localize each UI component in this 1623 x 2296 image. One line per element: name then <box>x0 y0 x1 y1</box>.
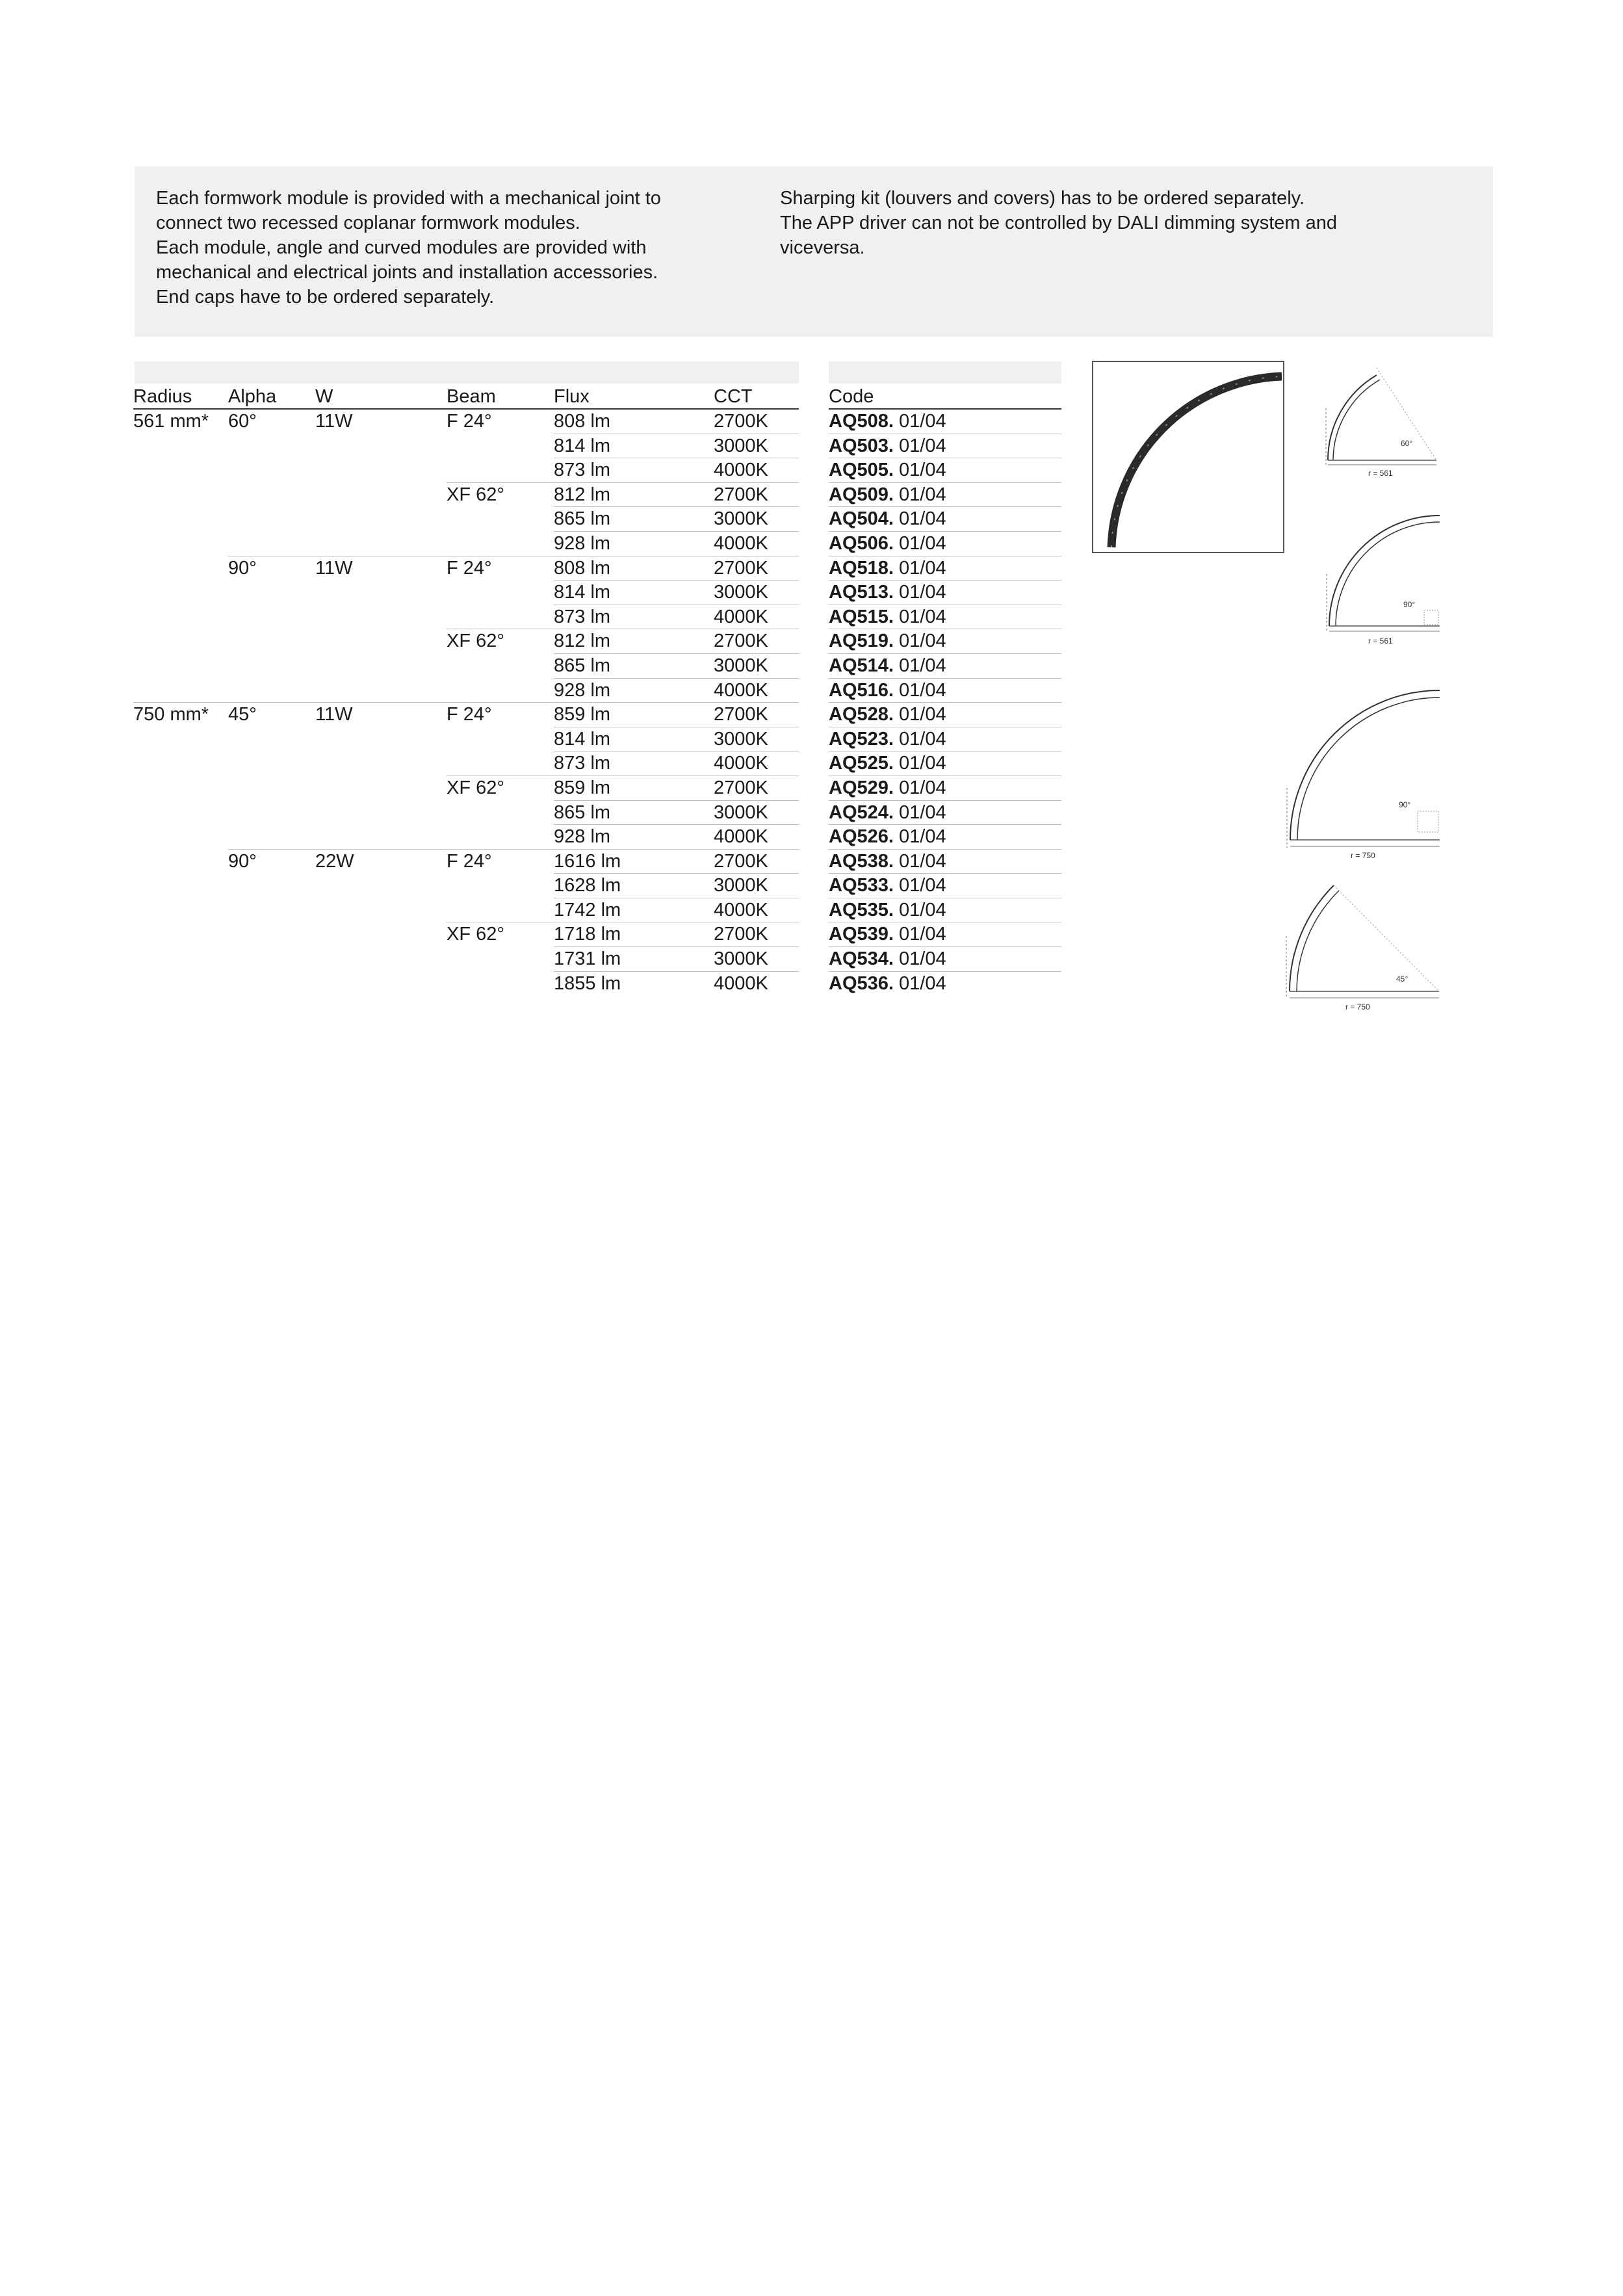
table-row <box>133 874 799 898</box>
cell-flux: 865 lm <box>554 802 611 823</box>
cell-cct: 3000K <box>714 875 768 896</box>
header-cct: CCT <box>714 386 753 407</box>
code-suffix: 01/04 <box>899 655 946 676</box>
code-suffix: 01/04 <box>899 924 946 945</box>
cell-cct: 3000K <box>714 802 768 823</box>
table-row <box>133 434 799 459</box>
code-row <box>829 776 1061 801</box>
code-suffix: 01/04 <box>899 508 946 530</box>
cell-cct: 2700K <box>714 777 768 798</box>
product-code <box>829 850 946 873</box>
cell-cct: 3000K <box>714 655 768 676</box>
table-row <box>133 629 799 654</box>
cell-flux: 814 lm <box>554 728 611 750</box>
spec-table-body <box>133 410 799 996</box>
product-code <box>829 972 946 995</box>
code-suffix: 01/04 <box>899 557 946 579</box>
cell-flux: 808 lm <box>554 411 611 432</box>
code-suffix: 01/04 <box>899 631 946 652</box>
cell-radius: 750 mm* <box>133 704 209 725</box>
cell-cct: 4000K <box>714 972 768 994</box>
product-photo <box>1092 361 1284 553</box>
code-id: AQ509. <box>829 484 894 505</box>
cell-cct: 2700K <box>714 484 768 505</box>
product-code <box>829 458 946 482</box>
cell-alpha: 60° <box>228 411 257 432</box>
product-code <box>829 898 946 922</box>
code-id: AQ506. <box>829 532 894 554</box>
code-table <box>829 384 1061 996</box>
table-row <box>133 776 799 801</box>
cell-beam: XF 62° <box>447 777 504 798</box>
note-line: viceversa. <box>780 237 865 258</box>
code-suffix: 01/04 <box>899 606 946 627</box>
product-code <box>829 776 946 800</box>
code-id: AQ514. <box>829 655 894 676</box>
code-row <box>829 629 1061 654</box>
diagram-radius-label: r = 561 <box>1368 636 1393 646</box>
code-suffix: 01/04 <box>899 948 946 970</box>
table-row <box>133 458 799 483</box>
code-id: AQ519. <box>829 631 894 652</box>
note-line: End caps have to be ordered separately. <box>156 287 495 307</box>
product-code <box>829 874 946 897</box>
notes-right <box>780 186 1430 260</box>
code-row <box>829 922 1061 947</box>
cell-cct: 4000K <box>714 532 768 554</box>
code-suffix: 01/04 <box>899 875 946 896</box>
cell-flux: 1742 lm <box>554 899 621 920</box>
cell-alpha: 90° <box>228 557 257 579</box>
cell-alpha: 90° <box>228 850 257 872</box>
note-line: The APP driver can not be controlled by DALI dimming system and <box>780 213 1338 233</box>
header-radius: Radius <box>133 386 192 407</box>
code-table-header-strip <box>829 361 1061 384</box>
diagram-radius-label: r = 750 <box>1351 851 1375 860</box>
cell-w: 11W <box>315 704 353 725</box>
note-line: Each module, angle and curved modules are provided with <box>156 237 647 258</box>
code-id: AQ526. <box>829 826 894 848</box>
cell-cct: 2700K <box>714 924 768 945</box>
cell-flux: 812 lm <box>554 631 611 652</box>
table-row <box>133 898 799 923</box>
code-id: AQ528. <box>829 704 894 725</box>
code-row <box>829 751 1061 776</box>
cell-cct: 2700K <box>714 557 768 579</box>
cell-flux: 928 lm <box>554 826 611 848</box>
cell-flux: 873 lm <box>554 606 611 627</box>
cell-flux: 859 lm <box>554 704 611 725</box>
table-row <box>133 825 799 850</box>
cell-flux: 859 lm <box>554 777 611 798</box>
cell-cct: 3000K <box>714 508 768 530</box>
info-box <box>135 166 1493 337</box>
product-code <box>829 581 946 604</box>
cell-radius: 561 mm* <box>133 411 209 432</box>
header-w: W <box>315 386 333 407</box>
cell-flux: 1718 lm <box>554 924 621 945</box>
code-row <box>829 727 1061 752</box>
code-suffix: 01/04 <box>899 460 946 481</box>
product-code <box>829 947 946 971</box>
code-suffix: 01/04 <box>899 532 946 554</box>
spec-table <box>133 384 799 996</box>
note-line: Sharping kit (louvers and covers) has to be ordered separately. <box>780 188 1305 209</box>
code-row <box>829 825 1061 850</box>
table-row <box>133 654 799 679</box>
cell-beam: XF 62° <box>447 924 504 945</box>
header-flux: Flux <box>554 386 590 407</box>
cell-flux: 873 lm <box>554 753 611 774</box>
code-row <box>829 801 1061 826</box>
code-suffix: 01/04 <box>899 850 946 872</box>
code-id: AQ529. <box>829 777 894 798</box>
product-code <box>829 410 946 433</box>
product-code <box>829 483 946 506</box>
cell-flux: 865 lm <box>554 508 611 530</box>
spec-table-header <box>133 384 799 410</box>
cell-beam: F 24° <box>447 850 492 872</box>
code-row <box>829 581 1061 605</box>
code-row <box>829 410 1061 434</box>
diagram-radius-label: r = 750 <box>1345 1002 1370 1011</box>
note-line: Each formwork module is provided with a mechanical joint to <box>156 188 661 209</box>
product-code <box>829 703 946 726</box>
code-id: AQ536. <box>829 972 894 994</box>
cell-flux: 928 lm <box>554 532 611 554</box>
cell-flux: 812 lm <box>554 484 611 505</box>
diagram-90-r561 <box>1323 512 1440 652</box>
cell-flux: 1616 lm <box>554 850 621 872</box>
code-row <box>829 679 1061 703</box>
product-code <box>829 532 946 555</box>
cell-flux: 814 lm <box>554 435 611 456</box>
product-code <box>829 629 946 653</box>
table-row <box>133 751 799 776</box>
product-code <box>829 825 946 848</box>
cell-flux: 808 lm <box>554 557 611 579</box>
cell-flux: 1628 lm <box>554 875 621 896</box>
code-row <box>829 483 1061 508</box>
cell-w: 11W <box>315 557 353 579</box>
cell-flux: 865 lm <box>554 655 611 676</box>
code-id: AQ515. <box>829 606 894 627</box>
code-suffix: 01/04 <box>899 435 946 456</box>
code-row <box>829 434 1061 459</box>
code-id: AQ505. <box>829 460 894 481</box>
code-table-body <box>829 410 1061 996</box>
curved-module-image <box>1093 362 1283 552</box>
table-row <box>133 532 799 556</box>
cell-flux: 814 lm <box>554 582 611 603</box>
header-alpha: Alpha <box>228 386 277 407</box>
table-row <box>133 801 799 826</box>
code-suffix: 01/04 <box>899 802 946 823</box>
table-row <box>133 703 799 727</box>
code-suffix: 01/04 <box>899 484 946 505</box>
product-code <box>829 679 946 702</box>
table-row <box>133 605 799 630</box>
code-suffix: 01/04 <box>899 826 946 848</box>
table-row <box>133 483 799 508</box>
table-row <box>133 581 799 605</box>
product-code <box>829 922 946 946</box>
cell-cct: 2700K <box>714 411 768 432</box>
code-id: AQ523. <box>829 728 894 750</box>
product-code <box>829 507 946 530</box>
table-row <box>133 679 799 703</box>
code-id: AQ524. <box>829 802 894 823</box>
cell-beam: F 24° <box>447 411 492 432</box>
product-code <box>829 751 946 775</box>
table-row <box>133 947 799 972</box>
code-suffix: 01/04 <box>899 582 946 603</box>
note-line: mechanical and electrical joints and installation accessories. <box>156 262 658 283</box>
cell-cct: 4000K <box>714 460 768 481</box>
product-code <box>829 556 946 580</box>
code-id: AQ525. <box>829 753 894 774</box>
cell-cct: 3000K <box>714 948 768 970</box>
cell-alpha: 45° <box>228 704 257 725</box>
product-code <box>829 605 946 629</box>
header-beam: Beam <box>447 386 496 407</box>
header-code: Code <box>829 386 874 407</box>
table-row <box>133 410 799 434</box>
cell-cct: 4000K <box>714 826 768 848</box>
diagram-radius-label: r = 561 <box>1368 469 1393 478</box>
cell-cct: 4000K <box>714 679 768 701</box>
product-code <box>829 434 946 458</box>
code-row <box>829 532 1061 556</box>
cell-cct: 3000K <box>714 435 768 456</box>
code-id: AQ518. <box>829 557 894 579</box>
cell-beam: F 24° <box>447 704 492 725</box>
diagram-60-r561 <box>1323 356 1440 486</box>
cell-flux: 1731 lm <box>554 948 621 970</box>
product-code <box>829 727 946 751</box>
code-row <box>829 972 1061 997</box>
table-row <box>133 922 799 947</box>
code-id: AQ534. <box>829 948 894 970</box>
table-row <box>133 727 799 752</box>
code-suffix: 01/04 <box>899 753 946 774</box>
code-id: AQ535. <box>829 899 894 920</box>
code-suffix: 01/04 <box>899 704 946 725</box>
code-row <box>829 703 1061 727</box>
cell-flux: 873 lm <box>554 460 611 481</box>
cell-cct: 4000K <box>714 606 768 627</box>
cell-cct: 4000K <box>714 899 768 920</box>
code-row <box>829 556 1061 581</box>
code-id: AQ503. <box>829 435 894 456</box>
notes-left <box>156 186 741 309</box>
cell-cct: 3000K <box>714 728 768 750</box>
cell-w: 11W <box>315 411 353 432</box>
cell-flux: 928 lm <box>554 679 611 701</box>
code-id: AQ513. <box>829 582 894 603</box>
code-id: AQ508. <box>829 411 894 432</box>
diagram-angle-label: 90° <box>1403 600 1416 609</box>
code-row <box>829 458 1061 483</box>
diagram-90-r750 <box>1280 677 1440 866</box>
code-id: AQ539. <box>829 924 894 945</box>
table-row <box>133 972 799 997</box>
code-row <box>829 605 1061 630</box>
code-id: AQ504. <box>829 508 894 530</box>
code-suffix: 01/04 <box>899 899 946 920</box>
code-row <box>829 898 1061 923</box>
code-id: AQ516. <box>829 679 894 701</box>
cell-cct: 3000K <box>714 582 768 603</box>
code-row <box>829 850 1061 874</box>
code-row <box>829 507 1061 532</box>
code-suffix: 01/04 <box>899 679 946 701</box>
product-code <box>829 801 946 824</box>
diagram-angle-label: 90° <box>1399 800 1411 809</box>
cell-beam: XF 62° <box>447 631 504 652</box>
diagram-angle-label: 45° <box>1396 974 1409 984</box>
code-suffix: 01/04 <box>899 777 946 798</box>
code-suffix: 01/04 <box>899 411 946 432</box>
cell-w: 22W <box>315 850 354 872</box>
code-id: AQ538. <box>829 850 894 872</box>
cell-cct: 4000K <box>714 753 768 774</box>
code-row <box>829 654 1061 679</box>
cell-flux: 1855 lm <box>554 972 621 994</box>
table-row <box>133 850 799 874</box>
note-line: connect two recessed coplanar formwork modules. <box>156 213 580 233</box>
cell-cct: 2700K <box>714 631 768 652</box>
table-row <box>133 507 799 532</box>
diagram-angle-label: 60° <box>1401 439 1413 448</box>
code-row <box>829 947 1061 972</box>
code-suffix: 01/04 <box>899 728 946 750</box>
product-code <box>829 654 946 677</box>
code-row <box>829 874 1061 898</box>
cell-cct: 2700K <box>714 850 768 872</box>
code-suffix: 01/04 <box>899 972 946 994</box>
table-row <box>133 556 799 581</box>
spec-table-header-strip <box>135 361 799 384</box>
diagram-45-r750 <box>1280 878 1440 1024</box>
code-table-header <box>829 384 1061 410</box>
cell-beam: XF 62° <box>447 484 504 505</box>
cell-beam: F 24° <box>447 557 492 579</box>
cell-cct: 2700K <box>714 704 768 725</box>
code-id: AQ533. <box>829 875 894 896</box>
